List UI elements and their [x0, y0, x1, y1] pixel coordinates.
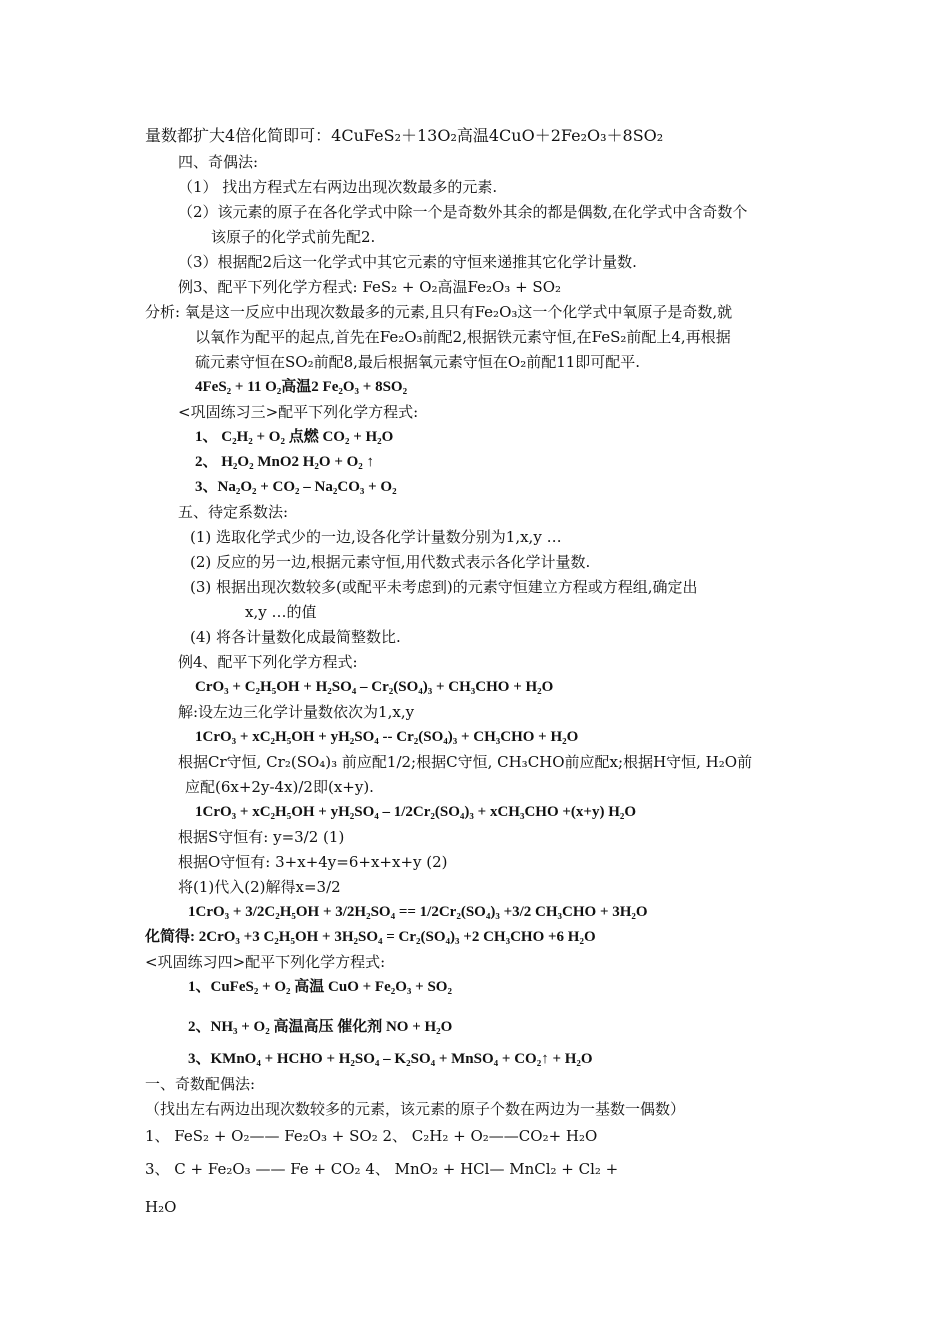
section-heading: 四、奇偶法:	[178, 153, 259, 171]
equation: 1、 C₂H₂ + O₂ 点燃 CO₂ + H₂O	[195, 429, 394, 445]
text-line: （3）根据配2后这一化学式中其它元素的守恒来递推其它化学计量数.	[178, 253, 637, 271]
equation: 1CrO₃ + 3/2C₂H₅OH + 3/2H₂SO₄ == 1/2Cr₂(SO₄)₃ +3/2 CH₃CHO + 3H₂O	[188, 904, 648, 920]
equation: 2、NH₃ + O₂ 高温高压 催化剂 NO + H₂O	[188, 1019, 453, 1035]
text-line: 硫元素守恒在SO₂前配8,最后根据氧元素守恒在O₂前配11即可配平.	[195, 353, 641, 371]
text-line: （2）该元素的原子在各化学式中除一个是奇数外其余的都是偶数,在化学式中含奇数个	[178, 203, 748, 221]
text-line: 以氧作为配平的起点,首先在Fe₂O₃前配2,根据铁元素守恒,在FeS₂前配上4,再根据	[195, 328, 731, 346]
text-line: 量数都扩大4倍化简即可：4CuFeS₂＋13O₂高温4CuO＋2Fe₂O₃＋8SO₂	[145, 126, 664, 145]
text-line: 该原子的化学式前先配2.	[211, 228, 376, 246]
equation: 1CrO₃ + xC₂H₅OH + yH₂SO₄ – 1/2Cr₂(SO₄)₃ + xCH₃CHO +(x+y) H₂O	[195, 804, 637, 820]
section-heading: 一、奇数配偶法:	[145, 1075, 256, 1093]
exercise-title: <巩固练习三>配平下列化学方程式:	[178, 403, 419, 421]
text-line: (4) 将各计量数化成最简整数比.	[190, 628, 401, 646]
equation: 2、 H₂O₂ MnO2 H₂O + O₂ ↑	[195, 454, 375, 470]
text-line: 根据S守恒有: y=3/2 (1)	[178, 828, 345, 846]
equation: 4FeS₂ + 11 O₂高温2 Fe₂O₃ + 8SO₂	[195, 379, 408, 395]
text-line: x,y …的值	[245, 603, 317, 621]
text-line: 将(1)代入(2)解得x=3/2	[178, 878, 341, 896]
text-line: 解:设左边三化学计量数依次为1,x,y	[178, 703, 415, 721]
equation: 1、CuFeS₂ + O₂ 高温 CuO + Fe₂O₃ + SO₂	[188, 979, 452, 995]
text-line: 根据O守恒有: 3+x+4y=6+x+x+y (2)	[178, 853, 448, 871]
equation: 1CrO₃ + xC₂H₅OH + yH₂SO₄ -- Cr₂(SO₄)₃ + CH₃CHO + H₂O	[195, 729, 579, 745]
example-title: 例3、配平下列化学方程式: FeS₂ + O₂高温Fe₂O₃ + SO₂	[178, 278, 562, 296]
text-line: 分析: 氧是这一反应中出现次数最多的元素,且只有Fe₂O₃这一个化学式中氧原子是奇数,就	[145, 303, 733, 321]
equation: 化简得: 2CrO₃ +3 C₂H₅OH + 3H₂SO₄ = Cr₂(SO₄)₃ +2 CH₃CHO +6 H₂O	[145, 929, 596, 945]
text-line: （1） 找出方程式左右两边出现次数最多的元素.	[178, 178, 498, 196]
exercise-line: 3、 C + Fe₂O₃ —— Fe + CO₂ 4、 MnO₂ + HCl— MnCl₂ + Cl₂ +	[145, 1160, 619, 1178]
text-line: 应配(6x+2y-4x)/2即(x+y).	[185, 778, 374, 796]
text-line: (1) 选取化学式少的一边,设各化学计量数分别为1,x,y …	[190, 528, 562, 546]
text-line: (3) 根据出现次数较多(或配平未考虑到)的元素守恒建立方程或方程组,确定出	[190, 578, 698, 596]
equation: 3、KMnO₄ + HCHO + H₂SO₄ – K₂SO₄ + MnSO₄ + CO₂↑ + H₂O	[188, 1051, 593, 1067]
equation: 3、Na₂O₂ + CO₂ – Na₂CO₃ + O₂	[195, 479, 397, 495]
text-line: （找出左右两边出现次数较多的元素，该元素的原子个数在两边为一基数一偶数）	[145, 1100, 686, 1118]
exercise-line: 1、 FeS₂ + O₂—— Fe₂O₃ + SO₂ 2、 C₂H₂ + O₂——CO₂+ H₂O	[145, 1127, 598, 1145]
text-line: 根据Cr守恒, Cr₂(SO₄)₃ 前应配1/2;根据C守恒, CH₃CHO前应配x;根据H守恒, H₂O前	[178, 753, 753, 771]
equation: CrO₃ + C₂H₅OH + H₂SO₄ – Cr₂(SO₄)₃ + CH₃CHO + H₂O	[195, 679, 554, 695]
example-title: 例4、配平下列化学方程式:	[178, 653, 358, 671]
text-line: (2) 反应的另一边,根据元素守恒,用代数式表示各化学计量数.	[190, 553, 591, 571]
exercise-line: H₂O	[145, 1198, 177, 1216]
exercise-title: <巩固练习四>配平下列化学方程式:	[145, 953, 386, 971]
section-heading: 五、待定系数法:	[178, 503, 289, 521]
